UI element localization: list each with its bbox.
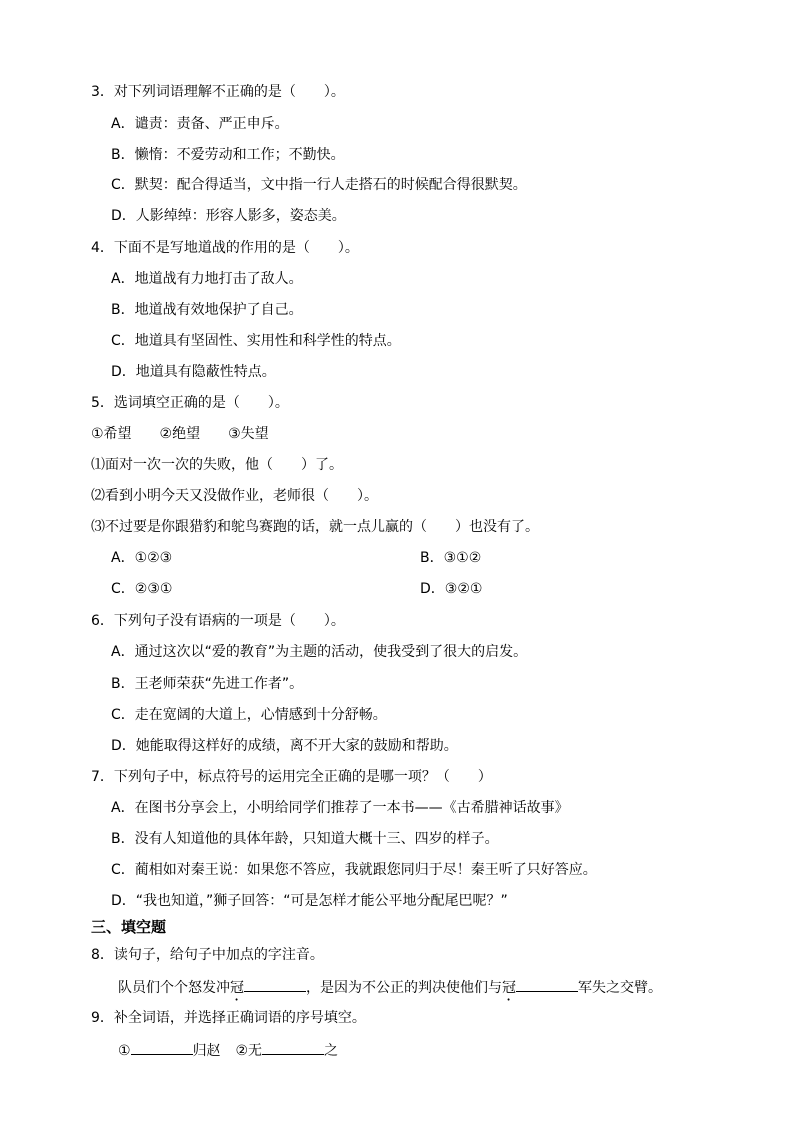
item-1-blank[interactable] — [131, 1040, 193, 1055]
answer-blank-2[interactable] — [516, 977, 578, 992]
question-3-option-d: D．人影绰绰：形容人影多，姿态美。 — [111, 208, 346, 224]
question-6-stem: 6．下列句子没有语病的一项是（ ）。 — [91, 613, 345, 629]
question-3-option-b: B．懒惰：不爱劳动和工作；不勤快。 — [111, 147, 345, 163]
question-8-sentence — [118, 977, 662, 1004]
item-2-head: ②无 — [235, 1043, 263, 1059]
question-4-option-d: D．地道具有隐蔽性特点。 — [111, 364, 276, 380]
item-2-tail: 之 — [324, 1043, 339, 1059]
dotted-character-2: 冠 — [502, 980, 516, 996]
question-5-sentence-1: ⑴面对一次一次的失败，他（ ）了。 — [91, 457, 343, 473]
question-9-items — [118, 1040, 338, 1060]
question-7-stem: 7．下列句子中，标点符号的运用完全正确的是哪一项？（ ） — [91, 769, 492, 785]
question-5-word-choices: ①希望 ②绝望 ③失望 — [91, 426, 269, 442]
question-5-option-a: A．①②③ — [111, 550, 173, 566]
question-6-option-a: A．通过这次以“爱的教育”为主题的活动，使我受到了很大的启发。 — [111, 644, 528, 660]
question-5-option-b: B．③①② — [420, 550, 482, 566]
question-4-option-a: A．地道战有力地打击了敌人。 — [111, 271, 303, 287]
question-9-stem: 9．补全词语，并选择正确词语的序号填空。 — [91, 1010, 366, 1026]
question-3-option-c: C．默契：配合得适当，文中指一行人走搭石的时候配合得很默契。 — [111, 177, 527, 193]
question-5-stem: 5．选词填空正确的是（ ）。 — [91, 395, 289, 411]
question-7-option-d: D．“我也知道，”狮子回答：“可是怎样才能公平地分配尾巴呢？” — [111, 893, 508, 909]
sentence-part-1: 队员们个个怒发冲 — [118, 980, 230, 996]
question-6-option-b: B．王老师荣获“先进工作者”。 — [111, 676, 304, 692]
question-7-option-c: C．蔺相如对秦王说：如果您不答应，我就跟您同归于尽！秦王听了只好答应。 — [111, 862, 597, 878]
item-1-number: ① — [118, 1043, 131, 1059]
sentence-part-2: ，是因为不公正的判决使他们与 — [306, 980, 502, 996]
question-5-option-c: C．②③① — [111, 581, 173, 597]
section-heading: 三、填空题 — [91, 918, 167, 936]
question-8-stem: 8．读句子，给句子中加点的字注音。 — [91, 947, 324, 963]
answer-blank-1[interactable] — [244, 977, 306, 992]
question-6-option-d: D．她能取得这样好的成绩，离不开大家的鼓励和帮助。 — [111, 738, 458, 754]
dotted-character-1: 冠 — [230, 980, 244, 996]
question-3-option-a: A．谴责：责备、严正申斥。 — [111, 116, 289, 132]
question-7-option-b: B．没有人知道他的具体年龄，只知道大概十三、四岁的样子。 — [111, 831, 499, 847]
question-4-option-b: B．地道战有效地保护了自己。 — [111, 302, 303, 318]
question-5-option-d: D．③②① — [420, 581, 483, 597]
item-1-tail: 归赵 — [192, 1043, 221, 1059]
question-7-option-a: A．在图书分享会上，小明给同学们推荐了一本书——《古希腊神话故事》 — [111, 800, 569, 816]
sentence-part-3: 军失之交臂。 — [578, 980, 662, 996]
question-3-stem: 3．对下列词语理解不正确的是（ ）。 — [91, 84, 345, 100]
item-2-blank[interactable] — [262, 1040, 324, 1055]
question-4-option-c: C．地道具有坚固性、实用性和科学性的特点。 — [111, 333, 401, 349]
question-4-stem: 4．下面不是写地道战的作用的是（ ）。 — [91, 240, 359, 256]
question-5-sentence-2: ⑵看到小明今天又没做作业，老师很（ ）。 — [91, 488, 378, 504]
question-6-option-c: C．走在宽阔的大道上，心情感到十分舒畅。 — [111, 707, 387, 723]
question-5-sentence-3: ⑶不过要是你跟猎豹和鸵鸟赛跑的话，就一点儿赢的（ ）也没有了。 — [91, 519, 539, 535]
